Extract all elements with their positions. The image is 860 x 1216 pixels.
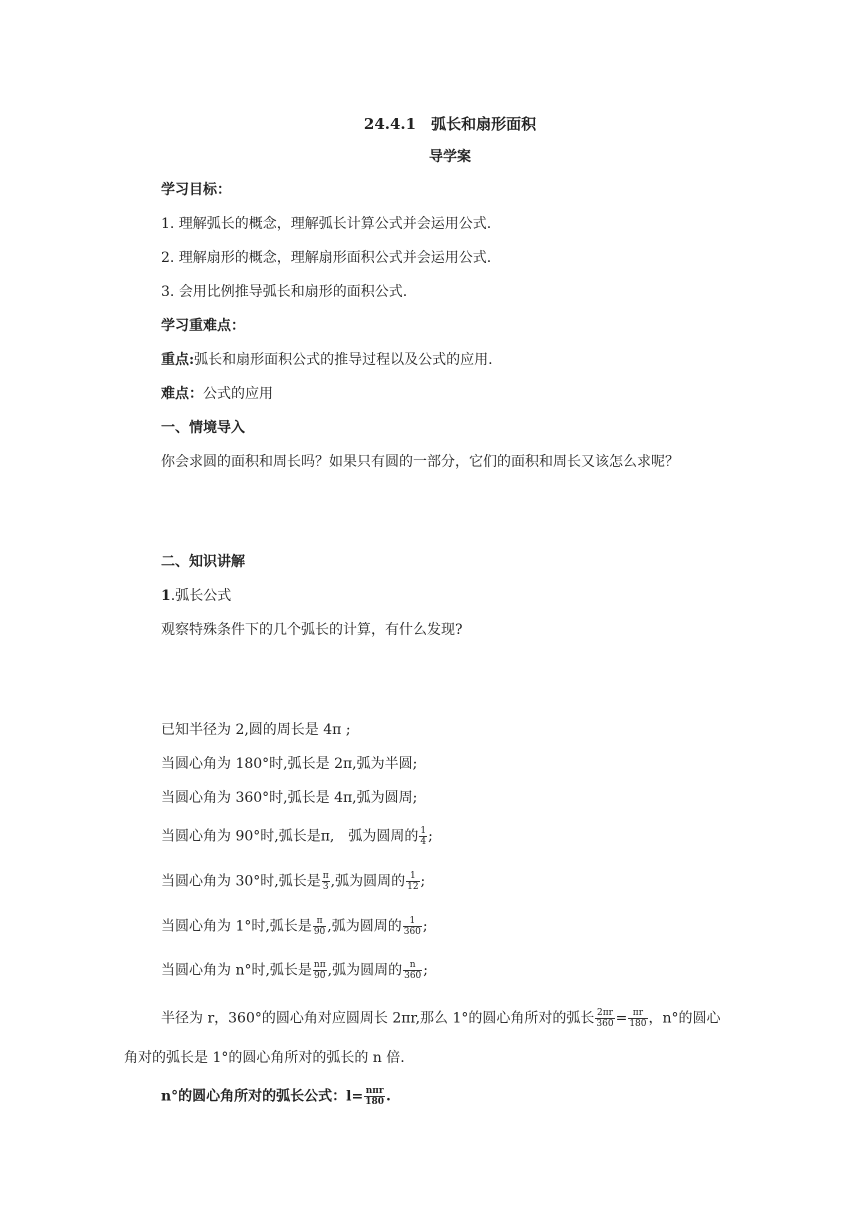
fraction bbox=[322, 871, 330, 892]
derivation-text-a: 半径为 r，360°的圆心角对应圆周长 2πr,那么 1°的圆心角所对的弧长 bbox=[161, 1010, 595, 1027]
line-30: 当圆心角为 30°时,弧长是 $\frac{\pi}{3}$ ,弧为圆周的 $\frac{1}{12}$ ; bbox=[161, 871, 426, 892]
derivation-text-b: ，n°的圆心 bbox=[648, 1010, 721, 1027]
fraction-denominator: 4 bbox=[420, 837, 427, 847]
fraction bbox=[403, 916, 422, 937]
section2-intro: 观察特殊条件下的几个弧长的计算，有什么发现? bbox=[161, 622, 463, 638]
line-n-text-a: 当圆心角为 n°时,弧长是 bbox=[161, 962, 312, 979]
objectives-heading: 学习目标： bbox=[161, 182, 231, 198]
subsection-number: 1 bbox=[161, 588, 171, 604]
fraction-denominator: 12 bbox=[407, 882, 419, 892]
fraction-numerator: 1 bbox=[406, 871, 419, 882]
fraction bbox=[628, 1008, 647, 1029]
fraction bbox=[419, 826, 427, 847]
page-subtitle: 导学案 bbox=[429, 149, 471, 165]
line-180: 当圆心角为 180°时,弧长是 2π,弧为半圆; bbox=[161, 756, 418, 772]
line-1: 当圆心角为 1°时,弧长是 $\frac{\pi}{90}$ ,弧为圆周的 $\frac{1}{360}$ ; bbox=[161, 916, 428, 937]
derivation-continuation: 角对的弧长是 1°的圆心角所对的弧长的 n 倍. bbox=[124, 1050, 405, 1066]
key-label: 重点: bbox=[161, 352, 195, 368]
formula-text: n°的圆心角所对的弧长公式：l= bbox=[161, 1088, 364, 1105]
fraction-numerator: 2πr bbox=[597, 1008, 613, 1018]
fraction bbox=[406, 871, 419, 892]
line-30-text-b: ,弧为圆周的 bbox=[330, 873, 406, 890]
fraction-numerator: πr bbox=[628, 1008, 647, 1019]
line-n: 当圆心角为 n°时,弧长是 $\frac{n\pi}{90}$ ,弧为圆周的 $\frac{n}{360}$ ; bbox=[161, 960, 428, 981]
fraction-denominator: 90 bbox=[314, 971, 326, 981]
radius-line: 已知半径为 2,圆的周长是 4π ; bbox=[161, 722, 351, 738]
fraction-numerator: nπ bbox=[313, 960, 326, 970]
subsection-label: .弧长公式 bbox=[170, 588, 232, 604]
fraction bbox=[364, 1086, 385, 1107]
fraction-denominator: 90 bbox=[313, 927, 326, 937]
fraction-denominator: 180 bbox=[365, 1097, 385, 1107]
fraction-numerator: 1 bbox=[420, 826, 427, 836]
fraction-numerator: π bbox=[313, 916, 326, 927]
key-points-heading: 学习重难点： bbox=[161, 318, 245, 334]
key-text: 弧长和扇形面积公式的推导过程以及公式的应用. bbox=[194, 352, 493, 368]
fraction-denominator: 3 bbox=[322, 882, 329, 892]
line-90: 当圆心角为 90°时,弧长是π, 弧为圆周的 $\frac{1}{4}$ ; bbox=[161, 826, 433, 847]
formula-end: . bbox=[386, 1088, 391, 1105]
line-30-text-a: 当圆心角为 30°时,弧长是 bbox=[161, 873, 321, 890]
fraction-denominator: 360 bbox=[404, 971, 422, 981]
line-1-text-b: ,弧为圆周的 bbox=[327, 918, 402, 935]
fraction bbox=[403, 960, 422, 981]
fraction bbox=[313, 916, 326, 937]
difficult-text: 公式的应用 bbox=[203, 386, 273, 402]
derivation-line bbox=[161, 1008, 721, 1029]
fraction-numerator: n bbox=[403, 960, 422, 971]
fraction bbox=[313, 960, 327, 981]
difficult-point-line bbox=[161, 384, 273, 404]
line-n-text-b: ,弧为圆周的 bbox=[327, 962, 403, 979]
section1-text: 你会求圆的面积和周长吗？如果只有圆的一部分，它们的面积和周长又该怎么求呢？ bbox=[161, 454, 679, 470]
fraction-numerator: nπr bbox=[365, 1086, 384, 1096]
fraction-denominator: 360 bbox=[403, 927, 421, 937]
objective-item-2: 2. 理解扇形的概念，理解扇形面积公式并会运用公式. bbox=[161, 250, 492, 266]
fraction-numerator: π bbox=[322, 871, 329, 881]
fraction-denominator: 360 bbox=[596, 1019, 614, 1029]
key-point-line bbox=[161, 350, 493, 370]
fraction-numerator: 1 bbox=[403, 916, 422, 927]
line-1-text-a: 当圆心角为 1°时,弧长是 bbox=[161, 918, 312, 935]
line-90-text: 当圆心角为 90°时,弧长是π, 弧为圆周的 bbox=[161, 828, 419, 845]
line-360: 当圆心角为 360°时,弧长是 4π,弧为圆周; bbox=[161, 790, 418, 806]
difficult-label: 难点： bbox=[161, 386, 203, 402]
fraction bbox=[595, 1008, 614, 1029]
section2-heading: 二、知识讲解 bbox=[161, 554, 245, 570]
arc-length-formula bbox=[161, 1086, 391, 1107]
fraction-denominator: 180 bbox=[629, 1019, 647, 1029]
objective-item-1: 1. 理解弧长的概念，理解弧长计算公式并会运用公式. bbox=[161, 216, 492, 232]
section1-heading: 一、情境导入 bbox=[161, 420, 245, 436]
subsection-title bbox=[161, 586, 231, 606]
objective-item-3: 3. 会用比例推导弧长和扇形的面积公式. bbox=[161, 284, 408, 300]
equals-sign: = bbox=[615, 1010, 628, 1027]
page-title: 24.4.1 弧长和扇形面积 bbox=[363, 115, 537, 133]
